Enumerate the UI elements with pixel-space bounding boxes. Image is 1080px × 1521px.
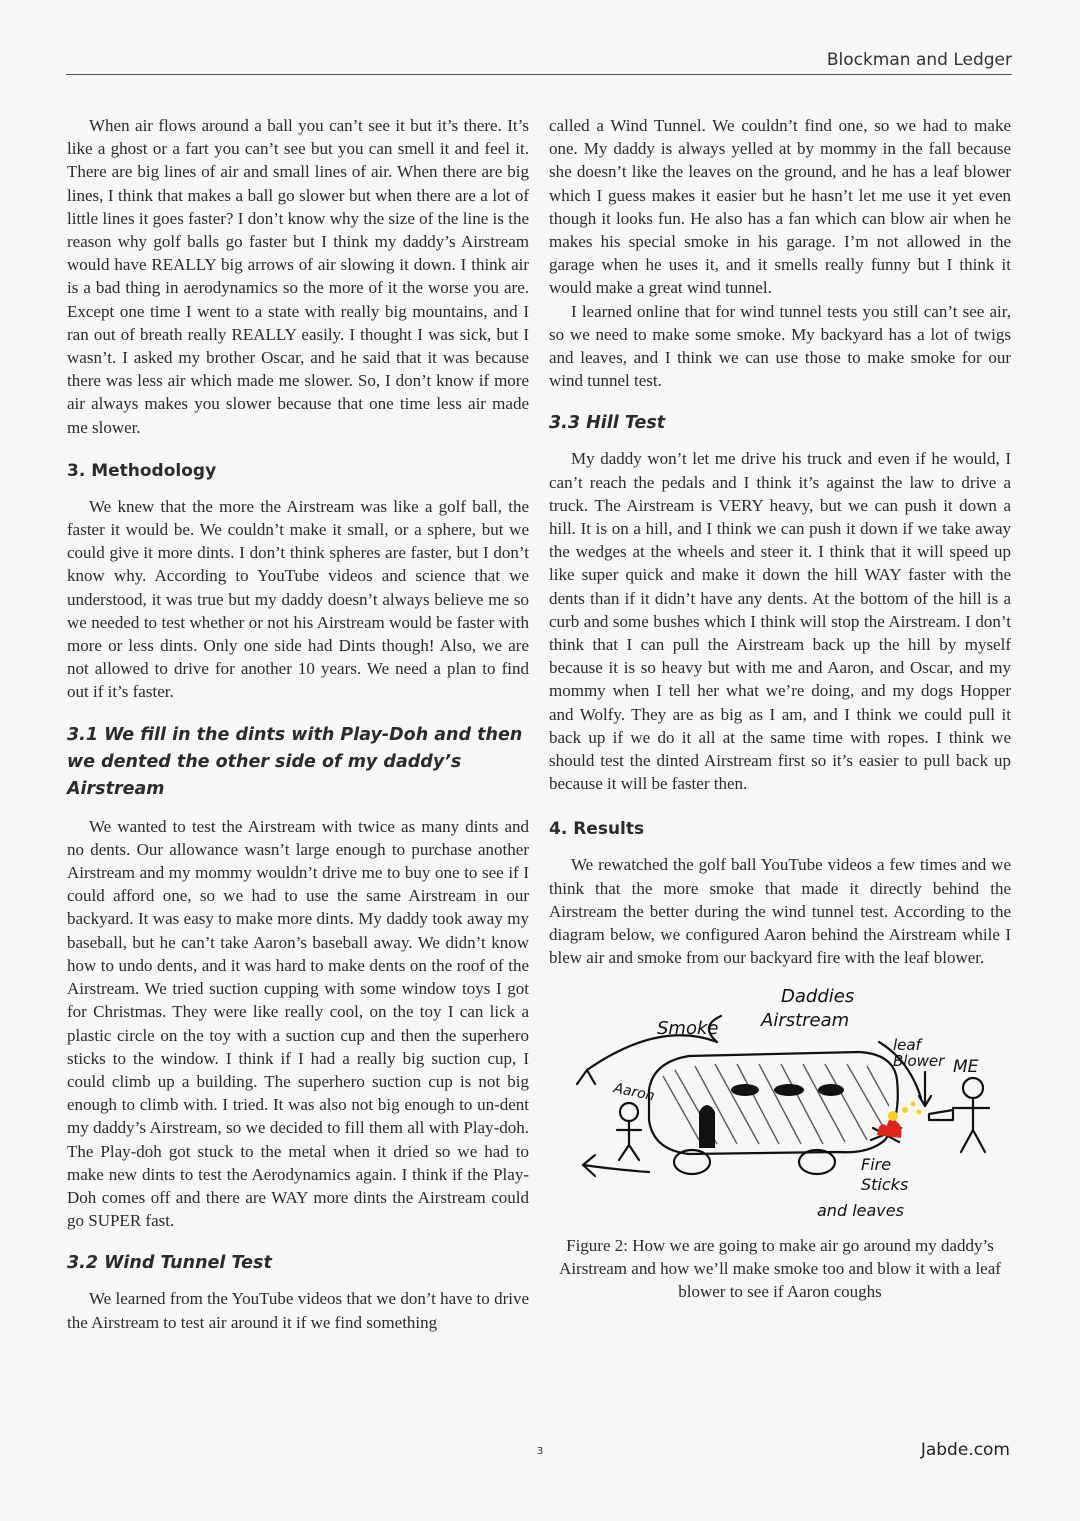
intro-paragraph: When air flows around a ball you can’t see it but it’s there. It’s like a ghost or a fart you can’t see but you can smell it and feel it. There are big lines of air and small lines of air. When there are big lines, I think that makes a ball go slower but when there are a lot of little lines it goes faster? I don’t know why the size of the line is the reason why golf balls go faster but I think my daddy’s Airstream would have REALLY big arrows of air slowing it down. I think air is a bad thing in aerodynamics so the more of it the worse you are. Except one time I went to a state with really big mountains, and I ran out of breath really REALLY easily. I thought I was sick, but I wasn’t. I asked my brother Oscar, and he said that it was because there was less air which made me slower. So, I don’t know if more air always makes you slower because that one time less air made me slower. bbox=[67, 116, 529, 437]
subsection-3-2-paragraph-2: I learned online that for wind tunnel tests you still can’t see air, so we need to make some smoke. My backyard has a lot of twigs and leaves, and I think we can use those to make smoke for our wind tunnel test. bbox=[549, 301, 1011, 391]
wind-tunnel-drawing bbox=[549, 980, 1011, 1220]
fire-glow bbox=[888, 1111, 898, 1121]
label-and-leaves: and leaves bbox=[817, 1200, 904, 1220]
label-fire: Fire bbox=[861, 1154, 892, 1174]
me-figure-head bbox=[963, 1078, 983, 1098]
window-1 bbox=[731, 1084, 759, 1096]
label-sticks: Sticks bbox=[861, 1174, 909, 1194]
subsection-3-3-heading: 3.3 Hill Test bbox=[549, 413, 666, 434]
aaron-figure-body bbox=[617, 1121, 641, 1160]
running-title: Blockman and Ledger bbox=[826, 50, 1012, 70]
label-smoke: Smoke bbox=[657, 1017, 719, 1039]
label-me: ME bbox=[953, 1056, 979, 1077]
label-leaf: leaf bbox=[893, 1035, 921, 1054]
methodology-heading: 3. Methodology bbox=[67, 460, 217, 481]
subsection-3-1-paragraph: We wanted to test the Airstream with twice as many dints and no dents. Our allowance wasn’t large enough to purchase another Airstream and my mommy wouldn’t drive me to buy one to see if I could afford one, so we had to use the same Airstream in our backyard. It was easy to make more dints. My daddy took away my baseball, but he can’t take Aaron’s baseball away. We didn’t know how to undo dents, and it was hard to make dents on the roof of the Airstream. We tried suction cupping with some window toys I got for Christmas. They were like really cool, on the toy I can lick a plastic circle on the toy with a suction cup and then the superhero sticks to the window. I think if I had a really big suction cup, I could climb up a building. The superhero suction cup is not big enough to climb with. I tried. It was also not big enough to un-dent my daddy’s Airstream, so we decided to fill them all with Play-doh. The Play-doh got stuck to the metal when it dried so we had to make new dints to test the Aerodynamics again. I think if the Play-Doh comes off and there are WAY more dints the Airstream could go SUPER fast. bbox=[67, 816, 529, 1231]
subsection-3-2-heading: 3.2 Wind Tunnel Test bbox=[67, 1253, 272, 1274]
me-figure-body bbox=[953, 1098, 989, 1152]
results-heading: 4. Results bbox=[549, 819, 645, 840]
window-2 bbox=[774, 1084, 804, 1096]
subsection-3-3-paragraph: My daddy won’t let me drive his truck and even if he would, I can’t reach the pedals and I think it’s against the law to drive a truck. The Airstream is VERY heavy, but we can push it down a hill. It is on a hill, and I think we can push it down if we take away the wedges at the wheels and steer it. I think that it will speed up like super quick and make it down the hill WAY faster with the dents than if it didn’t have any dents. At the bottom of the hill is a curb and some bushes which I think will stop the Airstream. I don’t think that I can pull the Airstream back up the hill by myself because it is so heavy but with me and Aaron, and Oscar, and my mommy when I tell her what we’re doing, and my dogs Hopper and Wolfy. They are as big as I am, and I think we could pull it back up if we do it all at the same time with ropes. I think we should test the dinted Airstream first so it’s easier to pull back up because it will be faster then. bbox=[549, 449, 1011, 794]
header-rule bbox=[66, 74, 1012, 75]
label-blower: Blower bbox=[893, 1051, 945, 1070]
left-column bbox=[67, 114, 529, 1334]
wheel-right bbox=[799, 1150, 835, 1174]
methodology-paragraph: We knew that the more the Airstream was like a golf ball, the faster it would be. We couldn’t make it small, or a sphere, but we could give it more dints. I don’t think spheres are faster, but I don’t know why. According to YouTube videos and science that we understood, it was true but my daddy doesn’t always believe me so we needed to test whether or not his Airstream would be faster with more or less dints. Only one side had Dints though! Also, we are not allowed to drive for another 10 years. We need a plan to find out if it’s faster. bbox=[67, 496, 529, 702]
label-aaron: Aaron bbox=[612, 1079, 656, 1105]
label-airstream: Airstream bbox=[761, 1009, 850, 1031]
smoke-puffs bbox=[902, 1101, 922, 1114]
subsection-3-1-heading: 3.1 We fill in the dints with Play-Doh and then we dented the other side of my daddy’s Airstream bbox=[67, 724, 523, 799]
window-3 bbox=[818, 1084, 844, 1096]
leaf-blower-nozzle bbox=[929, 1110, 953, 1120]
subsection-3-2-paragraph-end: called a Wind Tunnel. We couldn’t find one, so we had to make one. My daddy is always yelled at by mommy in the fall because she doesn’t like the leaves on the ground, and he has a leaf blower which I guess makes it easier but he hasn’t let me use it yet even though it looks fun. He also has a fan which can blow air when he makes his special smoke in his garage. I’m not allowed in the garage when he uses it, and it smells really funny but I think it would make a great wind tunnel. bbox=[549, 116, 1011, 298]
subsection-3-2-paragraph-start: We learned from the YouTube videos that we don’t have to drive the Airstream to test air around it if we find something bbox=[67, 1289, 529, 1332]
aaron-figure-head bbox=[620, 1103, 638, 1121]
airflow-bottom-arrow bbox=[583, 1165, 649, 1172]
label-daddies: Daddies bbox=[781, 985, 855, 1007]
right-column bbox=[549, 114, 1011, 1303]
footer-site-link[interactable]: Jabde.com bbox=[920, 1440, 1010, 1460]
page-number: 3 bbox=[536, 1446, 544, 1457]
figure-caption: Figure 2: How we are going to make air go around my daddy’s Airstream and how we’ll make smoke too and blow it with a leaf blower to see if Aaron coughs bbox=[559, 1235, 1001, 1301]
airflow-top-arrow bbox=[587, 1035, 717, 1070]
figure-2 bbox=[549, 980, 1011, 1303]
airstream-scribble bbox=[663, 1064, 889, 1144]
airstream-door bbox=[699, 1105, 715, 1148]
results-paragraph: We rewatched the golf ball YouTube videos a few times and we think that the more smoke that made it directly behind the Airstream the better during the wind tunnel test. According to the diagram below, we configured Aaron behind the Airstream while I blew air and smoke from our backyard fire with the leaf blower. bbox=[549, 855, 1011, 968]
airstream-outline bbox=[649, 1052, 898, 1154]
